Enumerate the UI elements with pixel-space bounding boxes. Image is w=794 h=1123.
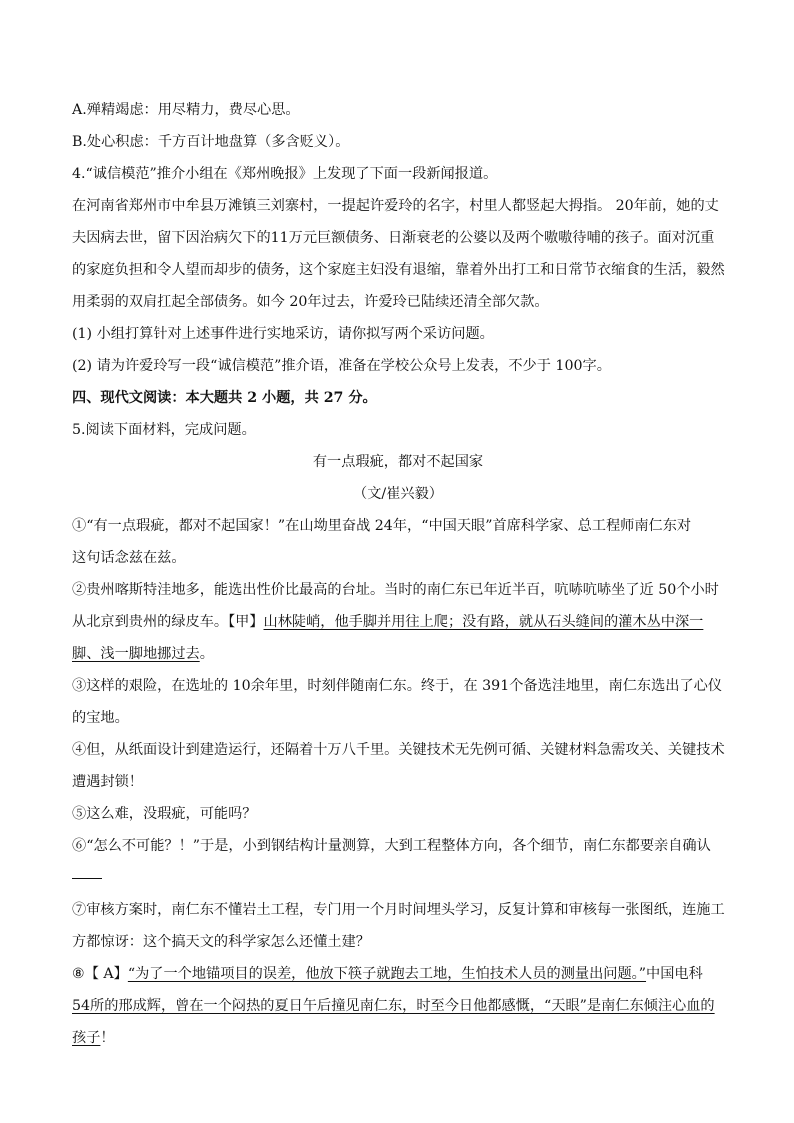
option-b: B.处心积虑：千方百计地盘算（多含贬义）。 xyxy=(72,134,350,150)
underlined-sentence-jia-end: 脚、浅一脚地挪过去 xyxy=(72,646,200,662)
paragraph-1-line-2: 这句话念兹在兹。 xyxy=(72,550,186,566)
paragraph-6-line-1: ⑥“怎么不可能？！”于是，小到钢结构计量测算，大到工程整体方向，各个细节，南仁东都要亲自确认 xyxy=(72,838,711,854)
paragraph-7-line-1: ⑦审核方案时，南仁东不懂岩土工程，专门用一个月时间埋头学习，反复计算和审核每一张图纸，连施工 xyxy=(72,902,725,918)
article-title: 有一点瑕疵，都对不起国家 xyxy=(312,454,484,470)
paragraph-8-text: 中国电科 xyxy=(646,966,703,982)
paragraph-2-line-1: ②贵州喀斯特洼地多，能选出性价比最高的台址。当时的南仁东已年近半百，吭哧吭哧坐了近 50个小时 xyxy=(72,582,719,598)
news-line-1: 在河南省郑州市中牟县万滩镇三刘寨村，一提起许爱玲的名字，村里人都竖起大拇指。 20年前，她的丈 xyxy=(72,198,719,214)
sub-question-2: (2) 请为许爱玲写一段“诚信模范”推介语，准备在学校公众号上发表，不少于 100字。 xyxy=(72,358,611,374)
underlined-sentence-jia: 山林陡峭，他手脚并用往上爬；没有路，就从石头缝间的灌木丛中深一 xyxy=(263,614,704,630)
paragraph-8-line-3 xyxy=(72,1028,115,1048)
news-line-3: 的家庭负担和令人望而却步的债务，这个家庭主妇没有退缩，靠着外出打工和日常节衣缩食的生活，毅然 xyxy=(72,262,725,278)
underlined-sentence-8-end: 孩子 xyxy=(72,1030,101,1046)
paragraph-2-end: 。 xyxy=(199,646,214,662)
paragraph-8-end: ！ xyxy=(100,1030,115,1046)
question-4: 4.“诚信模范”推介小组在《郑州晚报》上发现了下面一段新闻报道。 xyxy=(72,166,498,182)
sub-question-1: (1) 小组打算针对上述事件进行实地采访，请你拟写两个采访问题。 xyxy=(72,326,494,342)
paragraph-4-line-2: 遭遇封锁！ xyxy=(72,774,143,790)
paragraph-2-line-3 xyxy=(72,644,214,664)
paragraph-7-line-2: 方都惊讶：这个搞天文的科学家怎么还懂土建？ xyxy=(72,934,370,950)
paragraph-8-line-1 xyxy=(72,964,703,984)
news-line-4: 用柔弱的双肩扛起全部债务。如今 20年过去，许爱玲已陆续还清全部欠款。 xyxy=(72,294,549,310)
underlined-sentence-8: 54所的邢成辉，曾在一个闷热的夏日午后撞见南仁东，时至今日他都感慨，“天眼”是南仁东倾注心血的 xyxy=(72,998,715,1014)
paragraph-3-line-1: ③这样的艰险，在选址的 10余年里，时刻伴随南仁东。终于，在 391个备选洼地里，南仁东选出了心仪 xyxy=(72,678,723,694)
marker-a: ⑧【 A】 xyxy=(72,966,128,982)
section-heading: 四、现代文阅读：本大题共 2 小题，共 27 分。 xyxy=(72,390,377,406)
paragraph-8-line-2 xyxy=(72,996,715,1016)
paragraph-4-line-1: ④但，从纸面设计到建造运行，还隔着十万八千里。关键技术无先例可循、关键材料急需攻关、关键技术 xyxy=(72,742,725,758)
question-5: 5.阅读下面材料，完成问题。 xyxy=(72,422,256,438)
paragraph-6-line-2 xyxy=(72,868,102,888)
paragraph-2-line-2 xyxy=(72,612,703,632)
paragraph-1-line-1: ①“有一点瑕疵，都对不起国家！”在山坳里奋战 24年，“中国天眼”首席科学家、总工程师南仁东对 xyxy=(72,518,692,534)
news-line-2: 夫因病去世，留下因治病欠下的11万元巨额债务、日渐衰老的公婆以及两个嗷嗷待哺的孩子。面对沉重 xyxy=(72,230,715,246)
underlined-quote-a: “为了一个地锚项目的误差，他放下筷子就跑去工地，生怕技术人员的测量出问题。” xyxy=(127,966,647,982)
option-a: A.殚精竭虑：用尽精力，费尽心思。 xyxy=(72,102,300,118)
em-dash xyxy=(72,878,102,879)
paragraph-5: ⑤这么难，没瑕疵，可能吗？ xyxy=(72,806,257,822)
paragraph-3-line-2: 的宝地。 xyxy=(72,710,129,726)
article-author: （文/崔兴毅） xyxy=(353,486,443,502)
paragraph-2-text: 从北京到贵州的绿皮车。【甲】 xyxy=(72,614,264,630)
